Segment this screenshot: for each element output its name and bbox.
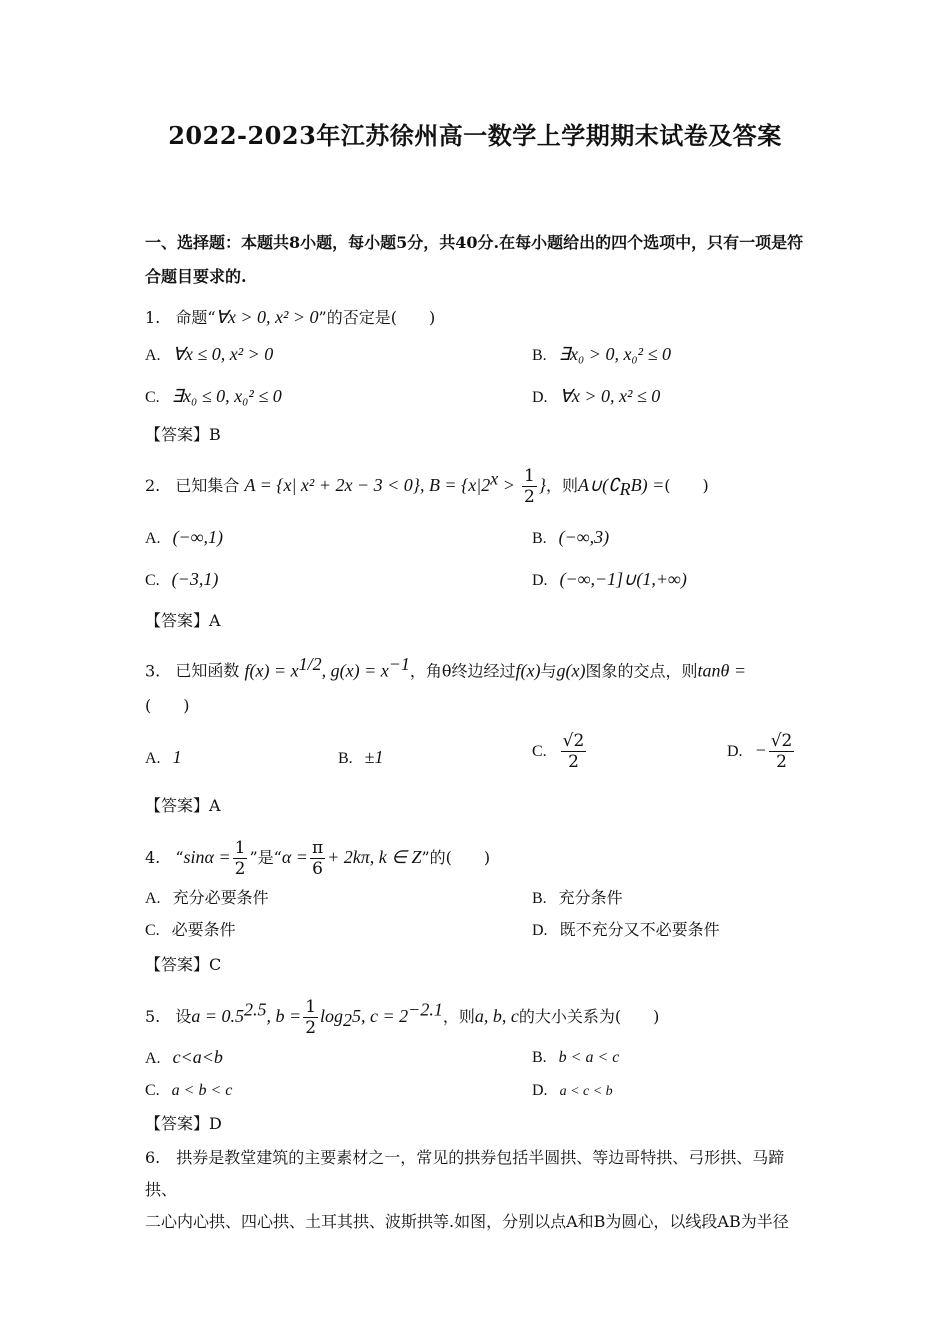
question-math: ∀x > 0, x² > 0 [215, 307, 319, 327]
option-d: D. (−∞,−1]∪(1,+∞) [532, 569, 687, 589]
option-d: D. a < c < b [532, 1082, 613, 1099]
answer-3: 【答案】A [145, 796, 221, 815]
option-a: A. c<a<b [145, 1047, 223, 1067]
question-4: 4. “sinα = $\frac{1}{2}$ ”是“α = $\frac{\pi}{6}$ + 2kπ, k ∈ Z”的( ) [145, 838, 491, 879]
answer-1: 【答案】B [145, 425, 221, 444]
page-title: 2022-2023年江苏徐州高一数学上学期期末试卷及答案 [168, 121, 782, 150]
question-6 [145, 1142, 810, 1238]
option-d: D. ∀x > 0, x² ≤ 0 [532, 386, 661, 406]
question-5: 5. 设$a = 0.5^{2.5}$, b = $\frac{1}{2}$ $\log_25$, $c = 2^{-2.1}$，则a, b, c的大小关系为( ) [145, 997, 660, 1038]
question-number: 1. [145, 308, 161, 327]
option-a: A. ∀x ≤ 0, x² > 0 [145, 344, 274, 364]
option-d: D. − $\frac{√2}{2}$ [727, 731, 793, 772]
option-c: C. a < b < c [145, 1082, 233, 1099]
option-c: C. 必要条件 [145, 920, 236, 939]
option-b: B. 充分条件 [532, 888, 623, 907]
option-b: B. ±1 [338, 747, 384, 767]
question-6-line-2: 二心内心拱、四心拱、土耳其拱、波斯拱等.如图，分别以点A和B为圆心，以线段AB为半径 [145, 1212, 789, 1231]
option-a: A. (−∞,1) [145, 527, 224, 547]
option-b: B. ∃x₀ > 0, x₀² ≤ 0 [532, 344, 671, 364]
option-d: D. 既不充分又不必要条件 [532, 920, 720, 939]
option-a: A. 1 [145, 747, 182, 767]
answer-5: 【答案】D [145, 1114, 222, 1133]
section-heading: 一、选择题：本题共8小题，每小题5分，共40分.在每小题给出的四个选项中，只有一项是符合题目要求的. [145, 233, 804, 286]
option-a: A. 充分必要条件 [145, 888, 269, 907]
question-3: 3. 已知函数 $f(x) = x^{1/2}$, $g(x) = x^{-1}$，角θ终边经过f(x)与g(x)图象的交点，则tanθ = [145, 654, 747, 681]
option-c: C. (−3,1) [145, 569, 219, 589]
option-c: C. ∃x₀ ≤ 0, x₀² ≤ 0 [145, 386, 282, 406]
question-1 [145, 305, 435, 330]
option-b: B. b < a < c [532, 1049, 620, 1066]
option-b: B. (−∞,3) [532, 527, 610, 547]
question-2: 2. 已知集合 A = {x| x² + 2x − 3 < 0}, $B = \{x|2^x$ > $\frac{1}{2}$ }，则$A\cup(∁_RB)$ =( ) [145, 466, 709, 507]
question-6-line-1: 6. 拱券是教堂建筑的主要素材之一，常见的拱券包括半圆拱、等边哥特拱、弓形拱、马蹄拱、 [145, 1148, 785, 1199]
answer-2: 【答案】A [145, 611, 221, 630]
answer-4: 【答案】C [145, 955, 222, 974]
option-c: C. $\frac{√2}{2}$ [532, 731, 585, 772]
question-text: 命题“ [175, 308, 216, 327]
question-3-paren: ( ) [145, 696, 190, 715]
question-text: ”的否定是( ) [318, 308, 436, 327]
